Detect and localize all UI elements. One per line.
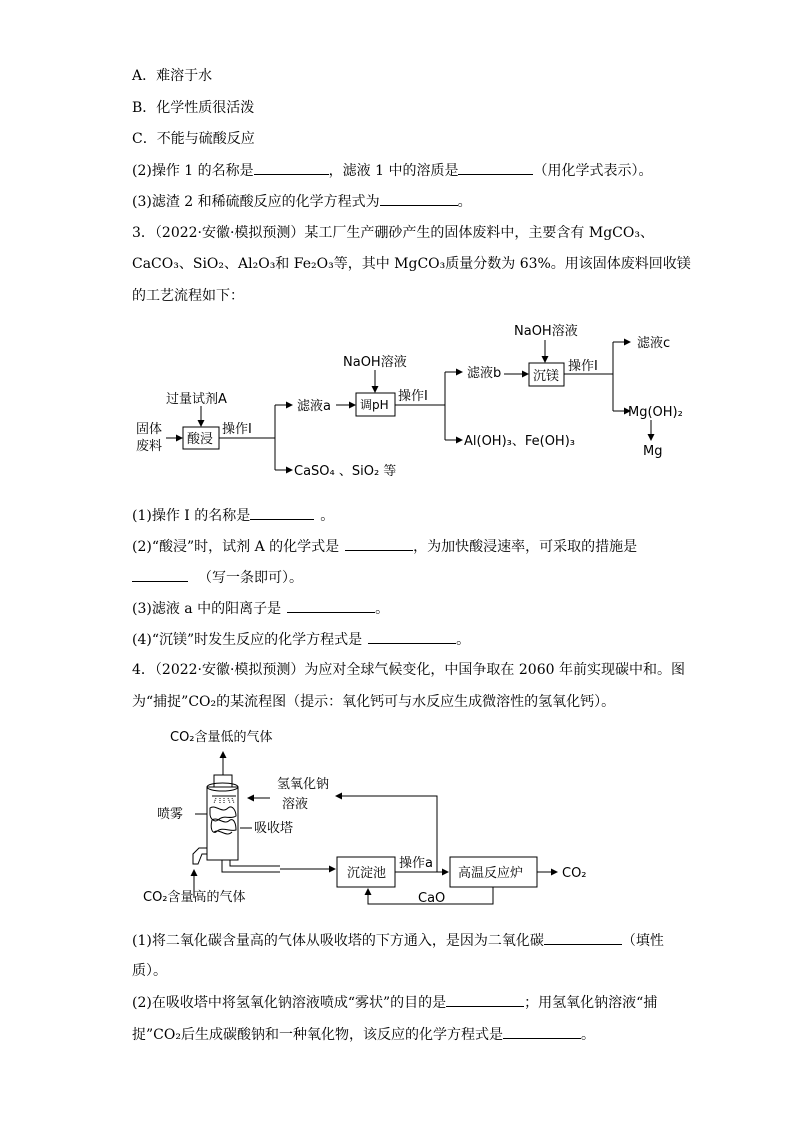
answer-blank[interactable] [368, 629, 456, 644]
q3-flowchart [0, 0, 794, 500]
q4-intro-line1: 4．（2022·安徽·模拟预测）为应对全球气候变化，中国争取在 2060 年前实现碳中和。图 [132, 662, 685, 678]
feed-label-2: 废料 [136, 439, 163, 454]
q4-part1-cont: 质）。 [132, 963, 167, 979]
answer-blank[interactable] [503, 1024, 581, 1039]
acid-leach-label: 酸浸 [187, 432, 214, 447]
naoh-label-1: 氢氧化钠 [277, 777, 330, 792]
high-co2-gas-label: CO₂含量高的气体 [143, 890, 246, 905]
cao-label: CaO [418, 891, 446, 906]
q4-part1-text-a: (1)将二氧化碳含量高的气体从吸收塔的下方通入，是因为二氧化碳 [132, 933, 544, 949]
tower-label: 吸收塔 [254, 821, 294, 836]
q3-part3-text-a: (3)滤液 a 中的阳离子是 [132, 601, 282, 617]
answer-blank[interactable] [446, 992, 524, 1007]
option-a: A．难溶于水 [132, 68, 213, 84]
q4-part2-text-c: 捉”CO₂后生成碳酸钠和一种氧化物，该反应的化学方程式是 [132, 1027, 503, 1043]
operation-a-label: 操作a [399, 856, 433, 871]
q3-intro-line3: 的工艺流程如下： [132, 288, 244, 304]
q3-part3-text-b: 。 [375, 601, 390, 617]
q3-part1-text-b: 。 [320, 508, 335, 524]
adjust-ph-label: 调pH [360, 398, 389, 412]
settling-tank-label: 沉淀池 [347, 866, 387, 881]
option-c: C．不能与硫酸反应 [132, 131, 255, 147]
q3-part2-text-a: (2)“酸浸”时，试剂 A 的化学式是 [132, 539, 340, 555]
operation-i-label: 操作I [398, 389, 428, 404]
q4-part2-text-d: 。 [580, 1027, 595, 1043]
operation-i-label: 操作I [568, 359, 598, 374]
q2-part3-text-b: 。 [457, 194, 472, 210]
residue-label: CaSO₄ 、SiO₂ 等 [294, 464, 397, 479]
feed-label-1: 固体 [136, 422, 163, 437]
q2-part3-text-a: (3)滤渣 2 和稀硫酸反应的化学方程式为 [132, 194, 380, 210]
q4-part1-text-b: （填性 [621, 933, 664, 949]
q3-part2-text-b: ，为加快酸浸速率，可采取的措施是 [413, 539, 638, 555]
q3-part2 [132, 536, 637, 557]
q4-part2-text-b: ；用氢氧化钠溶液“捕 [524, 995, 658, 1011]
q3-part2-text-c: （写一条即可）。 [198, 570, 303, 586]
q4-part2 [132, 992, 657, 1013]
q3-part4-text-b: 。 [456, 632, 471, 648]
answer-blank[interactable] [345, 536, 413, 551]
q4-part2-cont [132, 1024, 595, 1045]
q4-part1 [132, 930, 664, 951]
q2-part2-text-b: ，滤液 1 中的溶质是 [328, 163, 459, 179]
q4-intro-line2: 为“捕捉”CO₂的某流程图（提示：氧化钙可与水反应生成微溶性的氢氧化钙）。 [132, 694, 616, 710]
mg-label: Mg [643, 444, 663, 459]
q3-intro-line1: 3．（2022·安徽·模拟预测）某工厂生产硼砂产生的固体废料中，主要含有 MgCO₃、 [132, 225, 654, 241]
answer-blank[interactable] [287, 598, 375, 613]
mg-precip-label: 沉镁 [533, 369, 560, 384]
naoh-label-2: 溶液 [282, 797, 309, 812]
al-fe-hydroxide-label: Al(OH)₃、Fe(OH)₃ [464, 434, 575, 449]
answer-blank[interactable] [132, 567, 188, 582]
q3-part3 [132, 598, 389, 619]
q4-part2-text-a: (2)在吸收塔中将氢氧化钠溶液喷成“雾状”的目的是 [132, 995, 447, 1011]
operation-i-label: 操作I [222, 422, 252, 437]
mgoh2-label: Mg(OH)₂ [628, 405, 683, 420]
tower-outlet [214, 775, 232, 787]
q2-part2-text-a: (2)操作 1 的名称是 [132, 163, 254, 179]
low-co2-gas-label: CO₂含量低的气体 [170, 730, 273, 745]
answer-blank[interactable] [250, 505, 314, 520]
naoh-solution-label: NaOH溶液 [514, 324, 578, 339]
q3-part1 [132, 505, 334, 526]
q3-part1-text-a: (1)操作 I 的名称是 [132, 508, 251, 524]
q3-part2-cont [132, 567, 303, 588]
option-b: B．化学性质很活泼 [132, 100, 255, 116]
filtrate-b-label: 滤液b [467, 366, 502, 381]
q3-intro-line2: CaCO₃、SiO₂、Al₂O₃和 Fe₂O₃等，其中 MgCO₃质量分数为 63%。用该固体废料回收镁 [132, 256, 691, 272]
spray-label: 喷雾 [157, 807, 184, 822]
answer-blank[interactable] [544, 930, 622, 945]
q4-flow-diagram [0, 720, 794, 920]
co2-output-label: CO₂ [562, 866, 587, 881]
q3-part4 [132, 629, 470, 650]
filtrate-c-label: 滤液c [637, 336, 671, 351]
filtrate-a-label: 滤液a [297, 399, 331, 414]
furnace-label: 高温反应炉 [458, 866, 524, 881]
q2-part2-text-c: （用化学式表示）。 [533, 163, 653, 179]
naoh-solution-label: NaOH溶液 [343, 355, 407, 370]
q3-part4-text-a: (4)“沉镁”时发生反应的化学方程式是 [132, 632, 363, 648]
reagent-a-label: 过量试剂A [166, 392, 227, 407]
